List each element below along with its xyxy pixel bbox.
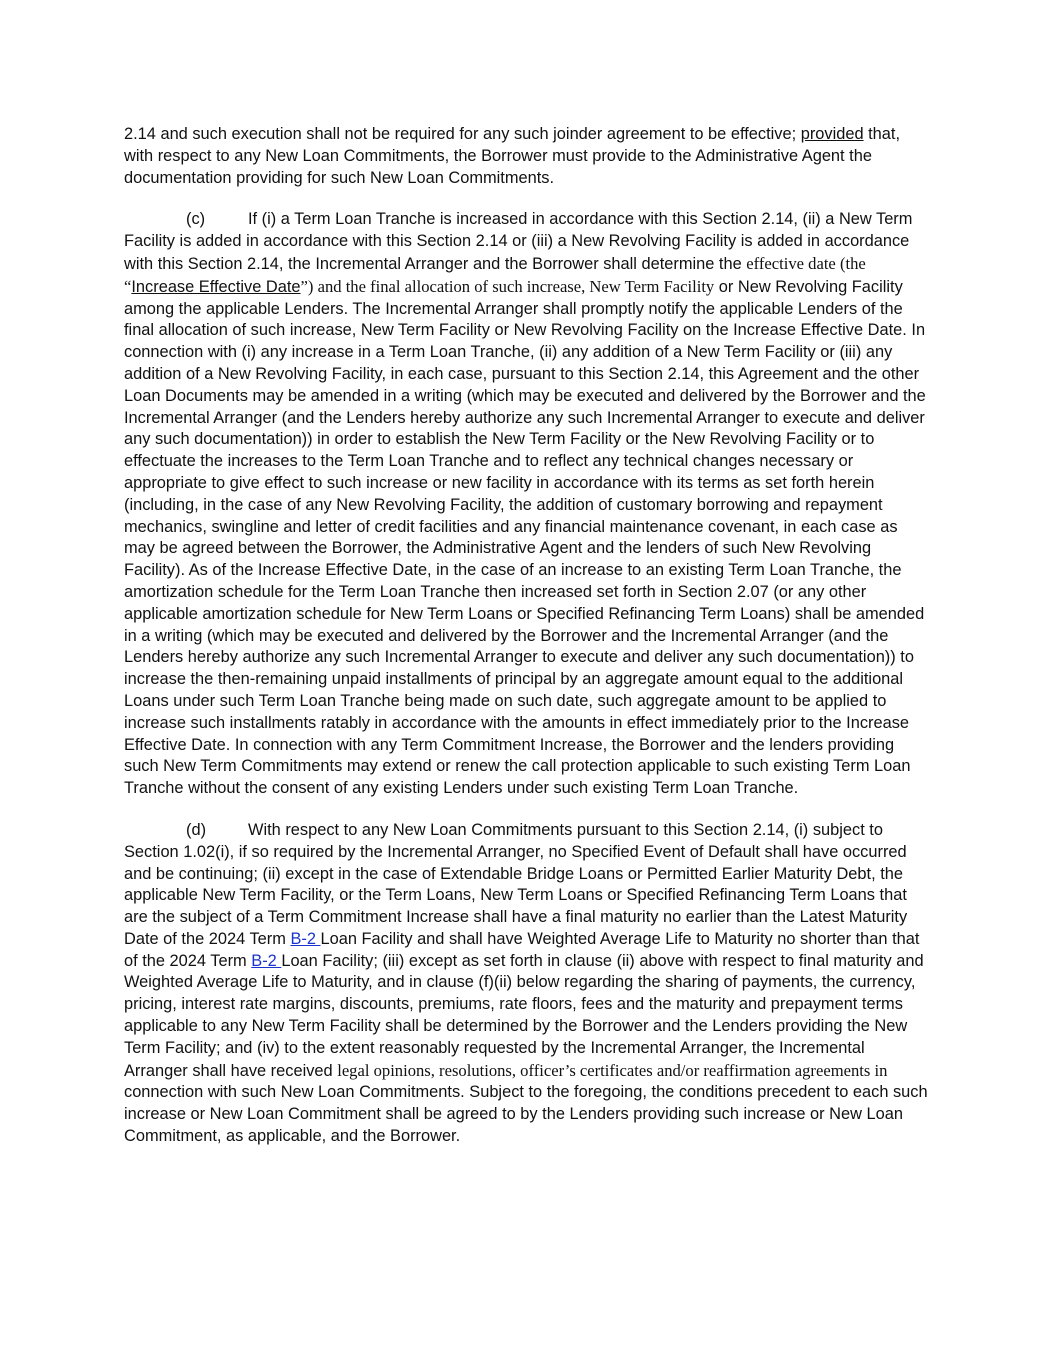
text-run: 2.14 and such execution shall not be required for any such joinder agreement to be effective;: [124, 125, 801, 143]
paragraph-d: [124, 820, 932, 1148]
text-run: Loan Facility and shall have Weighted Average Life to Maturity no shorter than that of the 2024 Term: [124, 929, 920, 970]
paragraph-label: (c): [186, 210, 206, 229]
text-run: or New Revolving Facility among the applicable Lenders. The Incremental Arranger shall promptly notify the applicable Lenders of the final allocation of such increase, New Term Facility or New Revolving Facility on the Increase Effective Date. In connection with (i) any increase in a Term Loan Tranche, (ii) any addition of a New Term Facility or (iii) any addition of a New Revolving Facility, in each case, pursuant to this Section 2.14, this Agreement and the other Loan Documents may be amended in a writing (which may be executed and delivered by the Borrower and the Incremental Arranger (and the Lenders hereby authorize any such Incremental Arranger to execute and deliver any such documentation)) in order to establish the New Term Facility or the New Revolving Facility or to effectuate the increases to the Term Loan Tranche and to reflect any technical changes necessary or appropriate to give effect to such increase or new facility in accordance with its terms as set forth herein (including, in the case of any New Revolving Facility, the addition of customary borrowing and repayment mechanics, swingline and letter of credit facilities and any financial maintenance covenant, in each case as may be agreed between the Borrower, the Administrative Agent and the lenders of such New Revolving Facility). As of the Increase Effective Date, in the case of an increase to an existing Term Loan Tranche, the amortization schedule for the Term Loan Tranche then increased set forth in Section 2.07 (or any other applicable amortization schedule for New Term Loans or Specified Refinancing Term Loans) shall be amended in a writing (which may be executed and delivered by the Borrower and the Incremental Arranger (and the Lenders hereby authorize any such Incremental Arranger to execute and deliver any such documentation)) to increase the then-remaining unpaid installments of principal by an aggregate amount equal to the additional Loans under such Term Loan Tranche being made on such date, such aggregate amount to be applied to increase such installments ratably in accordance with the amounts in effect immediately prior to the Increase Effective Date. In connection with any Term Commitment Increase, the Borrower and the lenders providing such New Term Commitments may extend or renew the call protection applicable to such existing Term Loan Tranche without the consent of any existing Lenders under such existing Term Loan Tranche.: [124, 277, 926, 798]
text-run: effective date (the “: [124, 253, 866, 296]
paragraph-b-continuation: [124, 124, 932, 189]
text-run: legal opinions, resolutions, officer’s certificates and/or reaffirmation agreements in: [337, 1060, 888, 1080]
text-run: With respect to any New Loan Commitments pursuant to this Section 2.14, (i) subject to Section 1.02(i), if so required by the Incremental Arranger, no Specified Event of Default shall have occurred and be continuing; (ii) except in the case of Extendable Bridge Loans or Permitted Earlier Maturity Debt, the applicable New Term Facility, or the Term Loans, New Term Loans or Specified Refinancing Term Loans that are the subject of a Term Commitment Increase shall have a final maturity no earlier than the Latest Maturity Date of the 2024 Term: [124, 820, 908, 948]
paragraph-label: (d): [186, 820, 207, 839]
text-run: connection with such New Loan Commitments. Subject to the foregoing, the conditions precedent to each such increase or New Loan Commitment shall be agreed to by the Lenders providing such increase or New Loan Commitment, as applicable, and the Borrower.: [124, 1083, 928, 1146]
text-run: Loan Facility; (iii) except as set forth in clause (ii) above with respect to final maturity and Weighted Average Life to Maturity, and in clause (f)(ii) below regarding the sharing of payments, the currency, pricing, interest rate margins, discounts, premiums, rate floors, fees and the maturity and prepayment terms applicable to any New Term Facility shall be determined by the Borrower and the Lenders providing the New Term Facility; and (iv) to the extent reasonably requested by the Incremental Arranger, the Incremental Arranger shall have received: [124, 951, 924, 1080]
b2-link[interactable]: B-2: [251, 951, 282, 970]
provided-term: provided: [800, 125, 864, 143]
text-run: ”) and the final allocation of such increase, New Term Facility: [300, 276, 715, 296]
text-run: that, with respect to any New Loan Commitments, the Borrower must provide to the Administrative Agent the documentation providing for such New Loan Commitments.: [124, 125, 901, 187]
paragraph-c: [124, 209, 932, 800]
b2-link[interactable]: B-2: [290, 929, 321, 948]
defined-term-increase-effective-date: Increase Effective Date: [131, 277, 301, 296]
text-run: If (i) a Term Loan Tranche is increased in accordance with this Section 2.14, (ii) a New Term Facility is added in accordance with this Section 2.14 or (iii) a New Revolving Facility is added in accordance with this Section 2.14, the Incremental Arranger and the Borrower shall determine the: [124, 210, 913, 273]
document-page: [124, 124, 932, 1148]
